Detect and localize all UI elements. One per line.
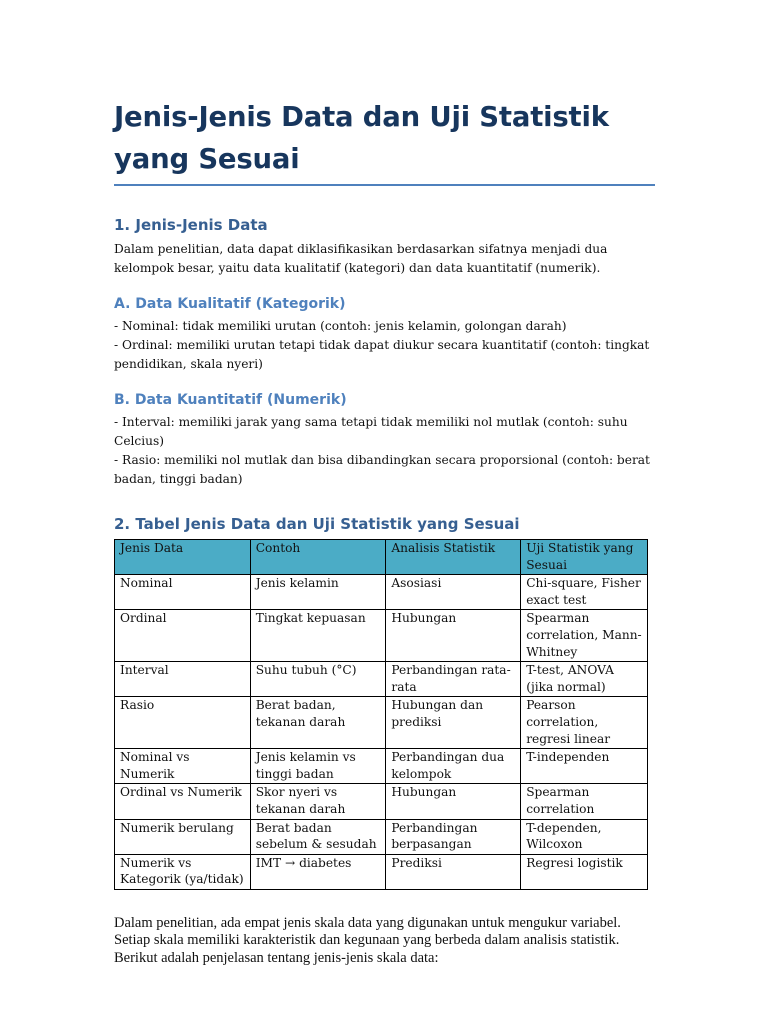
table-row bbox=[115, 697, 648, 749]
table-cell: Perbandingan rata-rata bbox=[386, 662, 521, 697]
table-row bbox=[115, 819, 648, 854]
table-cell: Pearson correlation, regresi linear bbox=[521, 697, 648, 749]
table-row bbox=[115, 854, 648, 889]
table-cell: Perbandingan dua kelompok bbox=[386, 749, 521, 784]
nominal-definition: - Nominal: tidak memiliki urutan (contoh: jenis kelamin, golongan darah) bbox=[114, 319, 567, 333]
table-header-row bbox=[115, 540, 648, 575]
section-2-heading: 2. Tabel Jenis Data dan Uji Statistik yang Sesuai bbox=[114, 515, 520, 533]
header-analisis-statistik: Analisis Statistik bbox=[386, 540, 521, 575]
ratio-definition: - Rasio: memiliki nol mutlak dan bisa dibandingkan secara proporsional (contoh: berat badan, tinggi badan) bbox=[114, 453, 650, 486]
table-cell: T-test, ANOVA (jika normal) bbox=[521, 662, 648, 697]
table-cell: Jenis kelamin bbox=[250, 575, 386, 610]
header-uji-statistik: Uji Statistik yang Sesuai bbox=[521, 540, 648, 575]
table-row bbox=[115, 610, 648, 662]
table-cell: Interval bbox=[115, 662, 251, 697]
table-cell: Tingkat kepuasan bbox=[250, 610, 386, 662]
header-jenis-data: Jenis Data bbox=[115, 540, 251, 575]
table-cell: Rasio bbox=[115, 697, 251, 749]
table-cell: IMT → diabetes bbox=[250, 854, 386, 889]
interval-definition: - Interval: memiliki jarak yang sama tetapi tidak memiliki nol mutlak (contoh: suhu Celcius) bbox=[114, 415, 628, 448]
table-cell: Numerik vs Kategorik (ya/tidak) bbox=[115, 854, 251, 889]
table-cell: Nominal bbox=[115, 575, 251, 610]
section-1-heading: 1. Jenis-Jenis Data bbox=[114, 216, 268, 234]
table-cell: Spearman correlation bbox=[521, 784, 648, 819]
table-cell: Hubungan dan prediksi bbox=[386, 697, 521, 749]
table-cell: Perbandingan berpasangan bbox=[386, 819, 521, 854]
section-1-intro: Dalam penelitian, data dapat diklasifikasikan berdasarkan sifatnya menjadi dua kelompok besar, yaitu data kualitatif (kategori) dan data kuantitatif (numerik). bbox=[114, 242, 608, 275]
table-cell: Suhu tubuh (°C) bbox=[250, 662, 386, 697]
ordinal-definition: - Ordinal: memiliki urutan tetapi tidak dapat diukur secara kuantitatif (contoh: tingkat pendidikan, skala nyeri) bbox=[114, 338, 650, 371]
closing-paragraph: Dalam penelitian, ada empat jenis skala data yang digunakan untuk mengukur variabel. Setiap skala memiliki karakteristik dan kegunaan yang berbeda dalam analisis statistik. Berikut adalah penjelasan tentang jenis-jenis skala data: bbox=[114, 914, 621, 966]
subsection-a-heading: A. Data Kualitatif (Kategorik) bbox=[114, 296, 346, 312]
document-page bbox=[114, 96, 655, 982]
table-cell: Numerik berulang bbox=[115, 819, 251, 854]
table-cell: Berat badan sebelum & sesudah bbox=[250, 819, 386, 854]
table-cell: Asosiasi bbox=[386, 575, 521, 610]
table-cell: Nominal vs Numerik bbox=[115, 749, 251, 784]
table-cell: Berat badan, tekanan darah bbox=[250, 697, 386, 749]
table-row bbox=[115, 749, 648, 784]
table-cell: Ordinal bbox=[115, 610, 251, 662]
table-cell: Hubungan bbox=[386, 784, 521, 819]
title-divider bbox=[114, 184, 655, 186]
table-cell: Ordinal vs Numerik bbox=[115, 784, 251, 819]
table-cell: Hubungan bbox=[386, 610, 521, 662]
table-cell: Jenis kelamin vs tinggi badan bbox=[250, 749, 386, 784]
statistics-table bbox=[114, 539, 648, 890]
subsection-b-heading: B. Data Kuantitatif (Numerik) bbox=[114, 392, 347, 408]
table-cell: Regresi logistik bbox=[521, 854, 648, 889]
header-contoh: Contoh bbox=[250, 540, 386, 575]
table-row bbox=[115, 575, 648, 610]
document-title: Jenis-Jenis Data dan Uji Statistik yang Sesuai bbox=[114, 101, 609, 175]
table-cell: Skor nyeri vs tekanan darah bbox=[250, 784, 386, 819]
table-cell: T-independen bbox=[521, 749, 648, 784]
table-row bbox=[115, 784, 648, 819]
table-cell: Spearman correlation, Mann-Whitney bbox=[521, 610, 648, 662]
table-cell: Prediksi bbox=[386, 854, 521, 889]
table-row bbox=[115, 662, 648, 697]
table-cell: Chi-square, Fisher exact test bbox=[521, 575, 648, 610]
table-cell: T-dependen, Wilcoxon bbox=[521, 819, 648, 854]
